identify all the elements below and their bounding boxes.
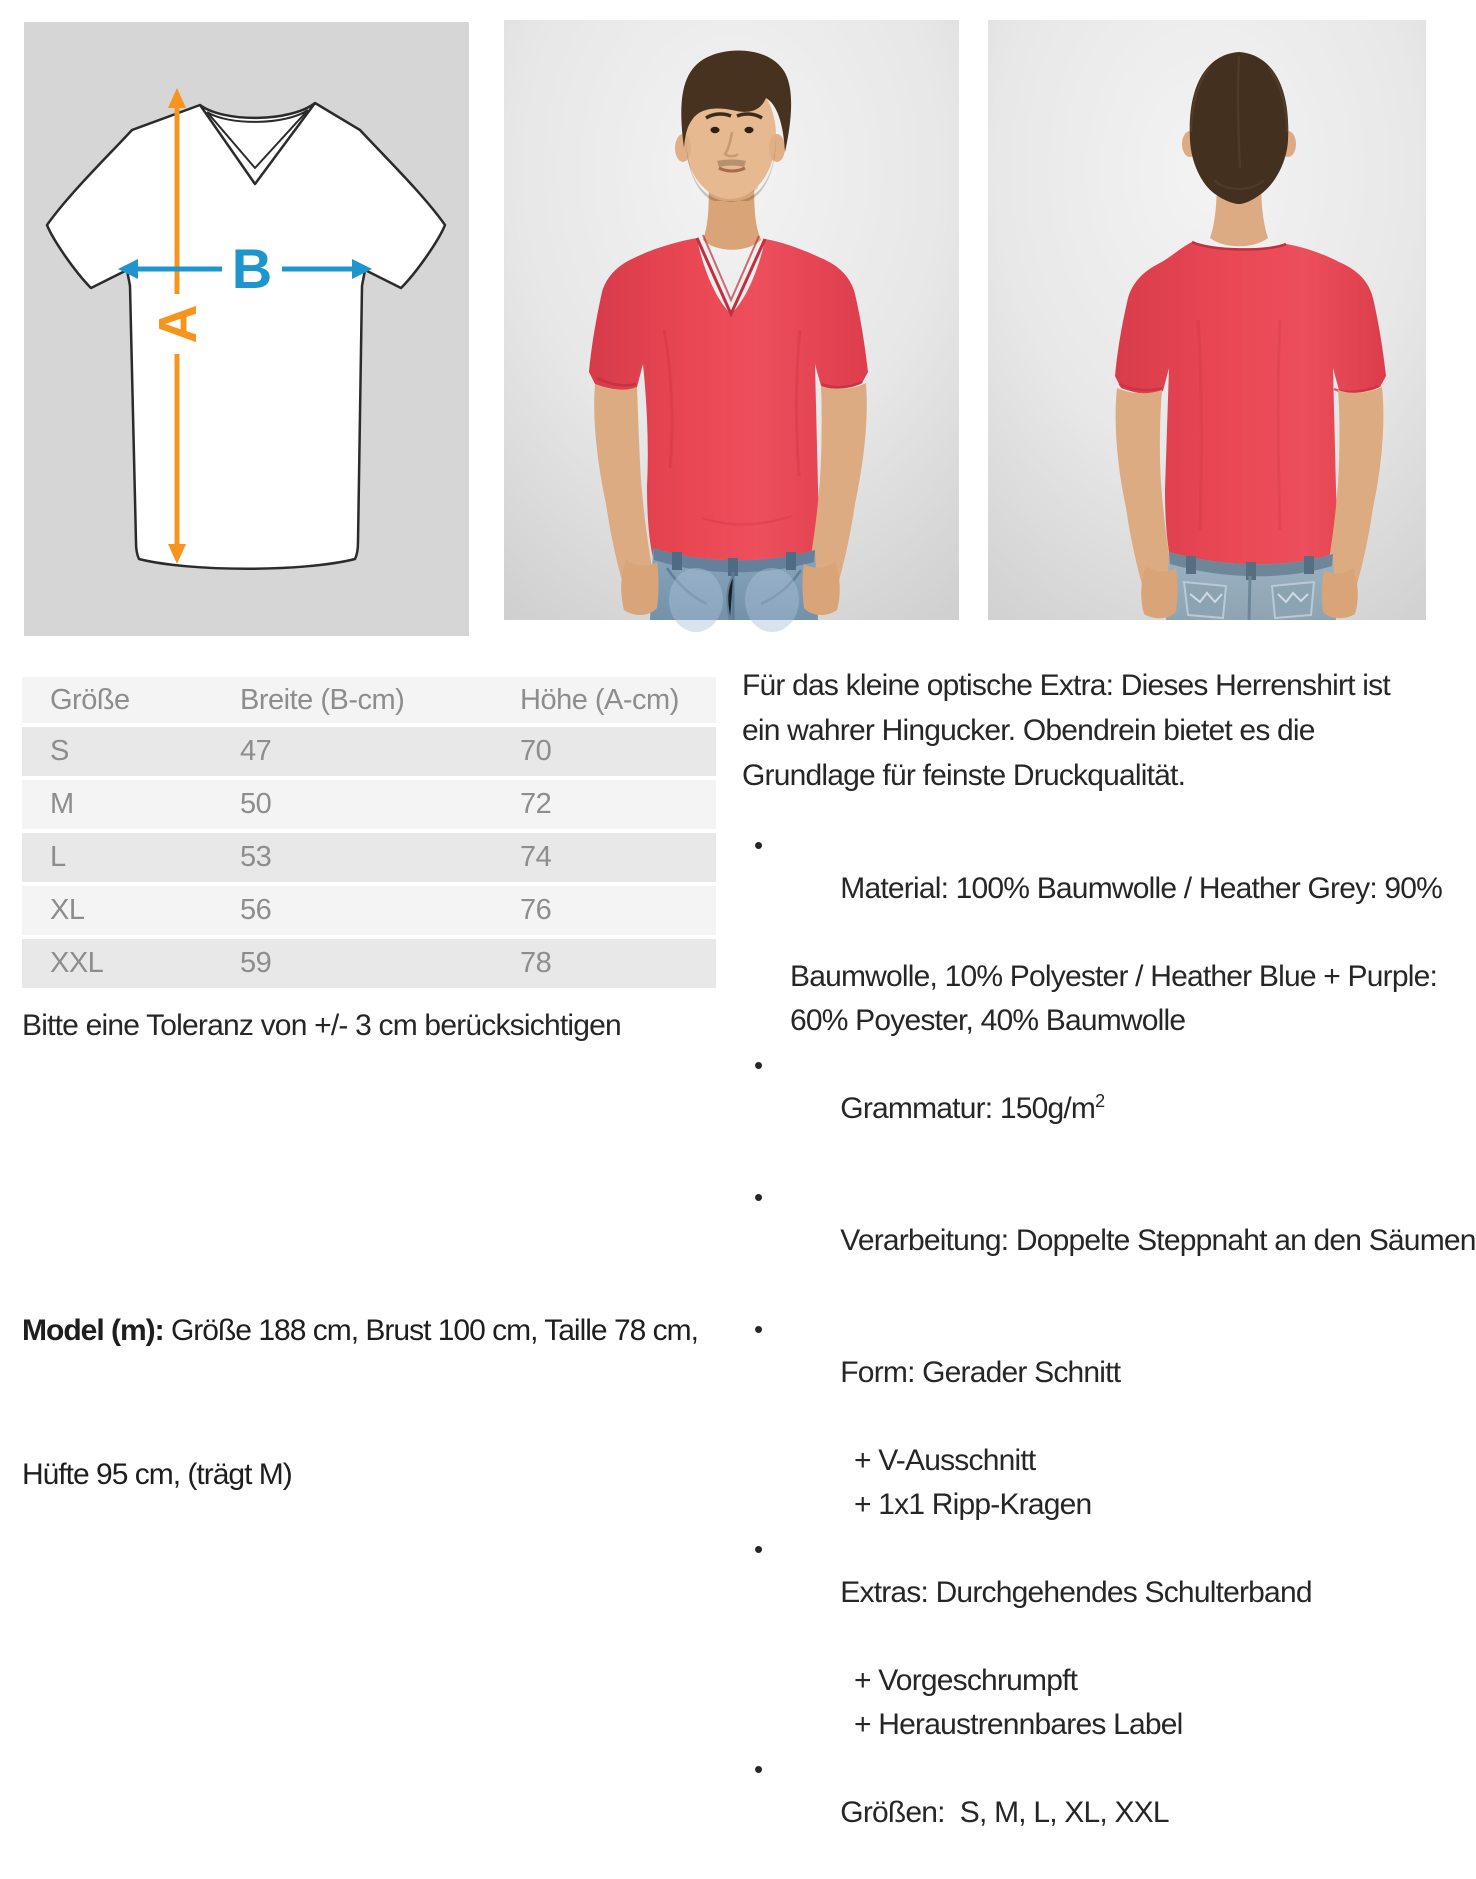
model-front-svg: [504, 20, 959, 620]
model-photo-front: [504, 20, 959, 620]
model-photo-back: [988, 20, 1426, 620]
table-row-xxl: [22, 939, 716, 992]
spec-extras-sub: + Heraustrennbares Label: [854, 1708, 1183, 1741]
spec-form-sub: + V-Ausschnitt: [854, 1444, 1036, 1477]
left-hand: [621, 560, 658, 615]
product-description: [742, 663, 1476, 1879]
col-header-hoehe: Höhe (A-cm): [520, 684, 679, 716]
intro-line: Grundlage für feinste Druckqualität.: [742, 759, 1186, 792]
height-cell: 74: [520, 841, 552, 873]
size-cell: L: [50, 841, 66, 873]
label-b: B: [231, 237, 273, 300]
bullet-icon: •: [754, 1754, 763, 1784]
width-cell: 56: [240, 894, 272, 926]
height-cell: 76: [520, 894, 552, 926]
spec-extras-sub: + Vorgeschrumpft: [854, 1664, 1078, 1697]
right-hand: [1322, 568, 1358, 618]
right-back-pocket: [1272, 582, 1314, 618]
table-row-xl: [22, 886, 716, 939]
spec-groessen: • Größen: S, M, L, XL, XXL: [742, 1747, 1444, 1879]
width-cell: 59: [240, 947, 272, 979]
bullet-icon: •: [754, 1050, 763, 1080]
right-hand: [803, 562, 840, 615]
spec-material: • Material: 100% Baumwolle / Heather Grey: 90%: [742, 823, 1444, 955]
intro-line: Für das kleine optische Extra: Dieses Herrenshirt ist: [742, 669, 1390, 702]
size-cell: XL: [50, 894, 85, 926]
size-cell: M: [50, 788, 74, 820]
model-back-svg: [988, 20, 1426, 620]
superscript-2: 2: [1095, 1091, 1106, 1111]
label-a: A: [148, 304, 208, 344]
height-cell: 72: [520, 788, 552, 820]
spec-material-cont: 60% Poyester, 40% Baumwolle: [790, 1004, 1186, 1037]
bullet-icon: •: [754, 1182, 763, 1212]
size-cell: XXL: [50, 947, 104, 979]
width-cell: 53: [240, 841, 272, 873]
spec-form-sub: + 1x1 Ripp-Kragen: [854, 1488, 1092, 1521]
size-table: [22, 677, 716, 992]
spec-grammatur: • Grammatur: $150g/m^2$: [742, 1043, 1444, 1175]
intro-line: ein wahrer Hingucker. Obendrein bietet es die: [742, 714, 1315, 747]
width-cell: 50: [240, 788, 272, 820]
table-header-row: [22, 677, 716, 727]
spec-material-cont: Baumwolle, 10% Polyester / Heather Blue + Purple:: [790, 960, 1437, 993]
tolerance-note: Bitte eine Toleranz von +/- 3 cm berücksichtigen: [22, 1009, 621, 1042]
left-back-pocket: [1184, 582, 1226, 618]
table-row-l: [22, 833, 716, 886]
left-hand: [1141, 566, 1177, 618]
width-cell: 47: [240, 735, 272, 767]
model-label: Model (m):: [22, 1314, 164, 1347]
model-measurements: [22, 1211, 728, 1595]
size-diagram: [24, 22, 469, 636]
table-row-m: [22, 780, 716, 833]
col-header-groesse: Größe: [50, 684, 130, 716]
spec-form: • Form: Gerader Schnitt: [742, 1307, 1444, 1439]
spec-list: [742, 823, 1476, 1879]
spec-extras: • Extras: Durchgehendes Schulterband: [742, 1527, 1444, 1659]
col-header-breite: Breite (B-cm): [240, 684, 405, 716]
model-measurements-line1: Model (m): Größe 188 cm, Brust 100 cm, Taille 78 cm,: [22, 1314, 698, 1347]
height-cell: 78: [520, 947, 552, 979]
table-row-s: [22, 727, 716, 780]
model-measurements-line2: Hüfte 95 cm, (trägt M): [22, 1458, 292, 1491]
size-cell: S: [50, 735, 69, 767]
bullet-icon: •: [754, 1534, 763, 1564]
bullet-icon: •: [754, 1314, 763, 1344]
height-cell: 70: [520, 735, 552, 767]
size-diagram-svg: [24, 22, 469, 636]
spec-verarbeitung: • Verarbeitung: Doppelte Steppnaht an den Säumen: [742, 1175, 1444, 1307]
bullet-icon: •: [754, 830, 763, 860]
